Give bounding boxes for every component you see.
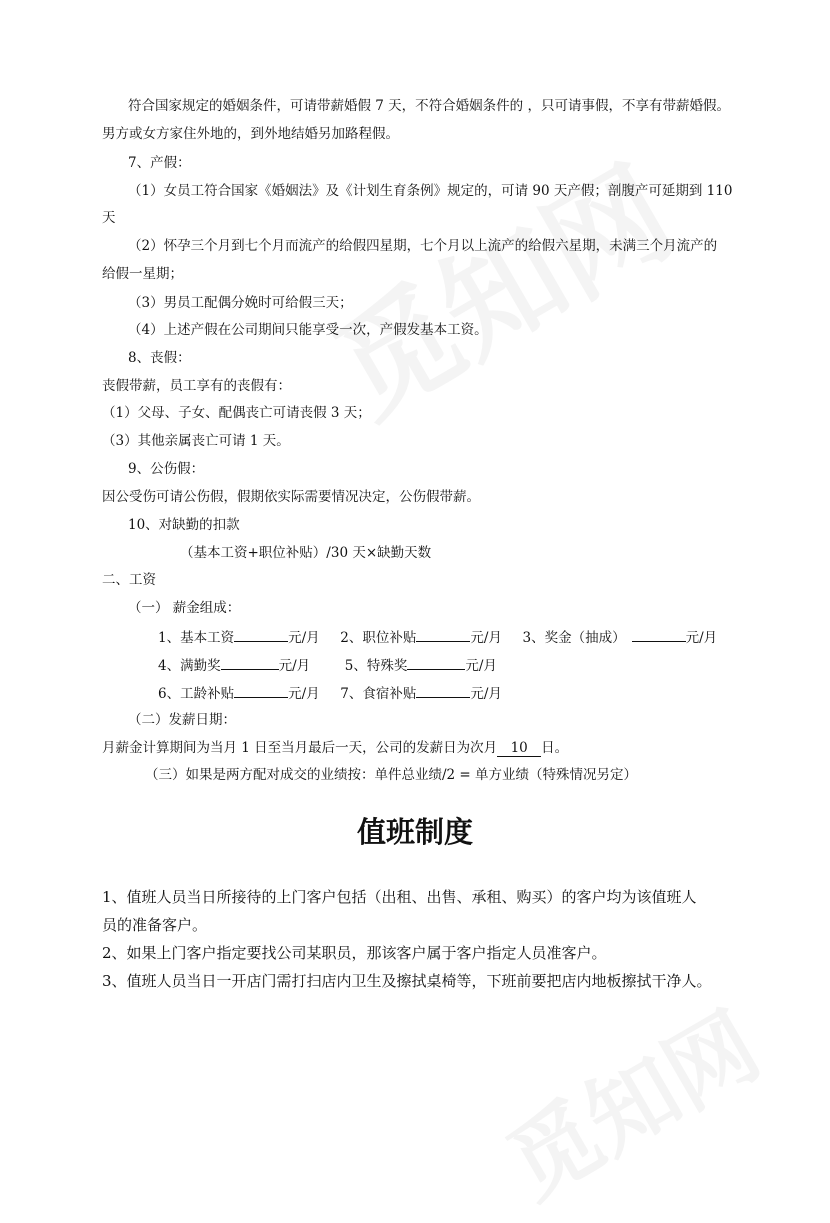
watermark: [300, 120, 698, 449]
meal-allowance-blank[interactable]: [416, 682, 470, 698]
duty-heading: 值班制度: [356, 815, 473, 849]
salary-title: 二、工资: [102, 572, 156, 588]
watermark-bottom: [480, 975, 779, 1223]
payday-text-pre: 月薪金计算期间为当月 1 日至当月最后一天，公司的发薪日为次月: [102, 740, 498, 756]
funeral-item-3: （3）其他亲属丧亡可请 1 天。: [102, 433, 290, 449]
injury-text: 因公受伤可请公伤假，假期依实际需要情况决定，公伤假带薪。: [102, 489, 480, 505]
maternity-item-3: （3）男员工配偶分娩时可给假三天；: [128, 295, 353, 311]
salary-row-1: [158, 626, 717, 648]
special-bonus-unit: 元/月: [465, 658, 497, 674]
funeral-title: 8、丧假：: [128, 350, 191, 366]
maternity-item-2b: 给假一星期；: [102, 266, 183, 282]
payday-text-post: 日。: [541, 740, 569, 756]
payday-day: 10: [497, 741, 541, 757]
duty-rule-1b: 员的准备客户。: [102, 916, 208, 934]
duty-rule-3: 3、值班人员当日一开店门需打扫店内卫生及擦拭桌椅等，下班前要把店内地板擦拭干净人。: [102, 972, 712, 990]
base-salary-label: 1、基本工资: [158, 630, 235, 646]
bonus-blank[interactable]: [632, 626, 686, 642]
funeral-item-1: （1）父母、子女、配偶丧亡可请丧假 3 天；: [102, 405, 371, 421]
duty-rule-1a: 1、值班人员当日所接待的上门客户包括（出租、出售、承租、购买）的客户均为该值班人: [102, 888, 697, 906]
marriage-leave-line2: 男方或女方家住外地的，到外地结婚另加路程假。: [102, 126, 399, 142]
payday-title: （二）发薪日期：: [128, 712, 236, 728]
base-salary-unit: 元/月: [288, 630, 320, 646]
special-bonus-label: 5、特殊奖: [344, 658, 408, 674]
salary-row-3: [158, 682, 502, 704]
position-allowance-unit: 元/月: [470, 630, 502, 646]
seniority-allowance-label: 6、工龄补贴: [158, 686, 235, 702]
deduction-title: 10、对缺勤的扣款: [128, 517, 240, 533]
position-allowance-label: 2、职位补贴: [340, 630, 417, 646]
attendance-bonus-unit: 元/月: [278, 658, 311, 674]
special-bonus-blank[interactable]: [407, 654, 465, 670]
attendance-bonus-blank[interactable]: [221, 654, 279, 670]
maternity-item-2a: （2）怀孕三个月到七个月而流产的给假四星期，七个月以上流产的给假六星期，未满三个月流产的: [128, 238, 718, 254]
position-allowance-blank[interactable]: [416, 626, 470, 642]
seniority-allowance-blank[interactable]: [234, 682, 288, 698]
attendance-bonus-label: 4、满勤奖: [158, 658, 221, 674]
meal-allowance-unit: 元/月: [470, 686, 502, 702]
salary-composition-title: （一） 薪金组成：: [128, 600, 241, 616]
split-rule: （三）如果是两方配对成交的业绩按：单件总业绩/2 = 单方业绩（特殊情况另定）: [145, 767, 638, 783]
injury-title: 9、公伤假：: [128, 461, 205, 477]
payday-text: [102, 738, 568, 758]
deduction-formula: （基本工资+职位补贴）/30 天×缺勤天数: [180, 545, 432, 561]
funeral-intro: 丧假带薪，员工享有的丧假有：: [102, 378, 291, 394]
duty-rule-2: 2、如果上门客户指定要找公司某职员，那该客户属于客户指定人员准客户。: [102, 944, 607, 962]
maternity-item-4: （4）上述产假在公司期间只能享受一次，产假发基本工资。: [128, 322, 488, 338]
base-salary-blank[interactable]: [234, 626, 288, 642]
bonus-unit: 元/月: [685, 630, 718, 646]
marriage-leave-line1: 符合国家规定的婚姻条件，可请带薪婚假 7 天，不符合婚姻条件的 ，只可请事假，不享有带薪婚假。: [128, 98, 730, 114]
maternity-title: 7、产假：: [128, 155, 191, 171]
bonus-label: 3、奖金（抽成）: [522, 630, 626, 646]
seniority-allowance-unit: 元/月: [288, 686, 320, 702]
meal-allowance-label: 7、食宿补贴: [340, 686, 417, 702]
maternity-item-1a: （1）女员工符合国家《婚姻法》及《计划生育条例》规定的，可请 90 天产假；剖腹产可延期到 110: [128, 183, 733, 199]
maternity-item-1b: 天: [102, 210, 116, 226]
salary-row-2: [158, 654, 497, 676]
